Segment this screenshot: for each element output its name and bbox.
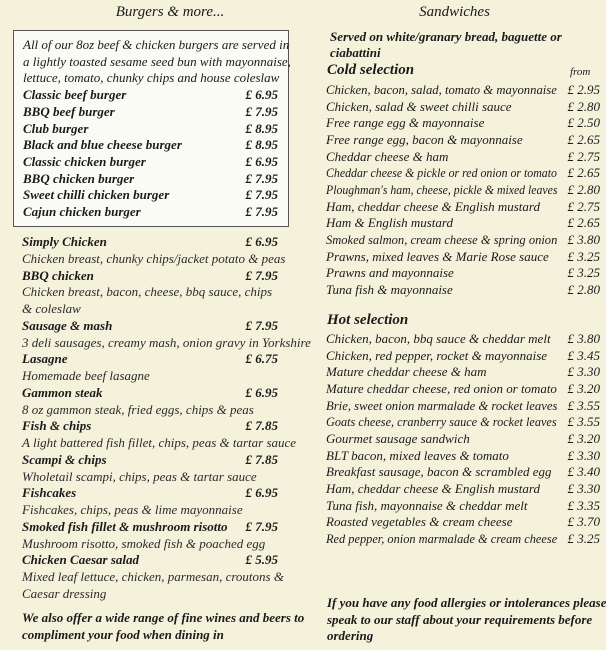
- item-name: Gourmet sausage sandwich: [326, 430, 470, 446]
- sandwich-item: [326, 380, 600, 397]
- item-name: Fishcakes: [22, 485, 77, 501]
- item-name: Chicken, bacon, salad, tomato & mayonnaise: [326, 82, 557, 97]
- item-price: £ 3.20: [567, 430, 600, 446]
- main-item: [22, 484, 278, 501]
- sandwich-item: [326, 131, 600, 148]
- item-name: Ham, cheddar cheese & English mustard: [326, 198, 540, 214]
- item-name: Roasted vegetables & cream cheese: [326, 514, 513, 530]
- burger-item: [23, 86, 278, 103]
- item-price: £ 6.95: [245, 153, 278, 169]
- item-price: £ 7.95: [245, 103, 278, 119]
- item-name: Tuna fish, mayonnaise & cheddar melt: [326, 497, 528, 513]
- item-name: Cheddar cheese & pickle or red onion or tomato: [326, 165, 557, 181]
- item-name: Club burger: [23, 120, 89, 136]
- item-description: & coleslaw: [22, 301, 81, 316]
- sandwich-item: [326, 497, 600, 514]
- item-price: £ 5.95: [245, 552, 278, 568]
- item-price: £ 6.95: [245, 87, 278, 103]
- item-name: Scampi & chips: [22, 451, 107, 467]
- item-name: BLT bacon, mixed leaves & tomato: [326, 447, 509, 463]
- item-name: Goats cheese, cranberry sauce & rocket leaves: [326, 414, 557, 430]
- item-description: Mushroom risotto, smoked fish & poached egg: [22, 535, 266, 551]
- sandwich-item: [326, 447, 600, 464]
- sandwich-item: [326, 248, 600, 265]
- item-name: Black and blue cheese burger: [23, 137, 182, 153]
- sandwich-item: [326, 463, 600, 480]
- item-name: Smoked salmon, cream cheese & spring onion: [326, 231, 558, 247]
- sandwich-item: [326, 281, 600, 298]
- item-price: £ 3.30: [567, 447, 600, 463]
- item-name: Red pepper, onion marmalade & cream cheese: [326, 530, 558, 546]
- item-price: £ 3.55: [567, 397, 600, 413]
- sandwich-item: [326, 347, 600, 364]
- item-price: £ 3.30: [567, 480, 600, 496]
- item-name: BBQ chicken burger: [23, 170, 135, 186]
- burger-item: [23, 136, 278, 153]
- item-price: £ 3.70: [567, 514, 600, 530]
- item-price: £ 2.80: [567, 98, 600, 114]
- burger-item: [23, 170, 278, 187]
- item-name: Sweet chilli chicken burger: [23, 187, 170, 203]
- hot-heading: Hot selection: [327, 312, 409, 328]
- item-name: Cajun chicken burger: [23, 204, 141, 219]
- item-name: Ploughman's ham, cheese, pickle & mixed leaves: [326, 181, 558, 197]
- item-name: Smoked fish fillet & mushroom risotto: [22, 518, 228, 534]
- sandwiches-subtitle: Served on white/granary bread, baguette or ciabattini: [330, 29, 562, 60]
- item-price: £ 3.25: [567, 265, 600, 281]
- burger-intro-line: All of our 8oz beef & chicken burgers are served in: [23, 37, 290, 52]
- main-item: [22, 233, 278, 250]
- burger-item: [23, 203, 278, 220]
- sandwich-item: [326, 164, 600, 181]
- sandwiches-title: Sandwiches: [419, 4, 490, 20]
- item-description: Chicken breast, bacon, cheese, bbq sauce, chips: [22, 284, 273, 300]
- item-name: BBQ beef burger: [23, 103, 115, 119]
- main-item: [22, 451, 278, 468]
- item-name: Ham & English mustard: [326, 215, 453, 231]
- item-name: Breakfast sausage, bacon & scrambled egg: [326, 464, 552, 480]
- burger-item: [23, 103, 278, 120]
- burgers-title: Burgers & more...: [115, 4, 225, 20]
- allergy-note: If you have any food allergies or intolerances please: [327, 595, 606, 610]
- item-price: £ 3.35: [567, 497, 600, 513]
- item-name: BBQ chicken: [22, 267, 94, 283]
- item-price: £ 3.40: [567, 464, 600, 480]
- item-name: Free range egg, bacon & mayonnaise: [326, 131, 523, 147]
- sandwich-item: [326, 480, 600, 497]
- item-description: Homemade beef lasagne: [22, 368, 150, 383]
- item-price: £ 7.95: [245, 170, 278, 186]
- item-price: £ 3.25: [567, 248, 600, 264]
- item-price: £ 3.45: [567, 347, 600, 363]
- item-name: Mature cheddar cheese & ham: [326, 364, 487, 380]
- item-price: £ 2.75: [567, 198, 600, 214]
- sandwich-item: [326, 181, 600, 198]
- burger-item: [23, 153, 278, 170]
- item-description: A light battered fish fillet, chips, peas & tartar sauce: [22, 435, 297, 450]
- sandwich-item: [326, 264, 600, 281]
- sandwich-item: [326, 148, 600, 165]
- item-price: £ 7.95: [245, 267, 278, 283]
- item-price: £ 7.85: [245, 451, 278, 467]
- item-price: £ 2.80: [567, 181, 600, 197]
- sandwich-item: [326, 214, 600, 231]
- item-name: Chicken, salad & sweet chilli sauce: [326, 98, 512, 114]
- sandwich-item: [326, 330, 600, 347]
- item-price: £ 3.80: [567, 331, 600, 346]
- item-name: Chicken, red pepper, rocket & mayonnaise: [326, 347, 548, 363]
- sandwich-item: [326, 231, 600, 248]
- sandwich-item: [326, 413, 600, 430]
- item-description: Mixed leaf lettuce, chicken, parmesan, croutons &: [22, 569, 284, 584]
- item-price: £ 6.95: [245, 485, 278, 501]
- item-name: Gammon steak: [22, 384, 103, 400]
- item-name: Cheddar cheese & ham: [326, 148, 449, 164]
- item-price: £ 3.20: [567, 380, 600, 396]
- sandwich-item: [326, 81, 600, 98]
- allergy-note: ordering: [327, 628, 374, 643]
- item-price: £ 3.80: [567, 231, 600, 247]
- main-item: [22, 350, 278, 367]
- item-name: Prawns and mayonnaise: [326, 265, 454, 281]
- item-price: £ 2.80: [567, 281, 600, 297]
- item-name: Brie, sweet onion marmalade & rocket leaves: [326, 397, 558, 413]
- item-description: 8 oz gammon steak, fried eggs, chips & peas: [22, 401, 254, 417]
- item-price: £ 3.30: [567, 364, 600, 380]
- item-name: Classic chicken burger: [23, 153, 146, 169]
- item-price: £ 7.95: [245, 187, 278, 203]
- sandwich-item: [326, 363, 600, 380]
- main-item: [22, 551, 278, 568]
- item-price: £ 6.75: [245, 351, 278, 367]
- item-price: £ 6.95: [245, 384, 278, 400]
- item-description: Wholetail scampi, chips, peas & tartar sauce: [22, 468, 257, 484]
- item-price: £ 3.55: [567, 414, 600, 430]
- item-price: £ 8.95: [245, 137, 278, 153]
- from-label: from: [570, 66, 591, 78]
- item-name: Chicken Caesar salad: [22, 552, 140, 568]
- item-name: Prawns, mixed leaves & Marie Rose sauce: [326, 248, 549, 264]
- sandwich-item: [326, 98, 600, 115]
- item-name: Free range egg & mayonnaise: [326, 115, 485, 131]
- main-item: [22, 417, 278, 434]
- item-price: £ 7.85: [245, 418, 278, 434]
- item-name: Chicken, bacon, bbq sauce & cheddar melt: [326, 331, 551, 346]
- drinks-note: We also offer a wide range of fine wines and beers to: [22, 610, 305, 625]
- sandwich-item: [326, 430, 600, 447]
- item-description: Fishcakes, chips, peas & lime mayonnaise: [22, 502, 243, 517]
- item-price: £ 2.75: [567, 148, 600, 164]
- item-price: £ 7.95: [245, 518, 278, 534]
- main-item: [22, 384, 278, 401]
- item-price: £ 2.65: [567, 131, 600, 147]
- item-name: Lasagne: [22, 351, 68, 367]
- item-description: Chicken breast, chunky chips/jacket potato & peas: [22, 250, 286, 266]
- item-name: Tuna fish & mayonnaise: [326, 281, 453, 297]
- item-name: Sausage & mash: [22, 317, 113, 333]
- item-name: Fish & chips: [22, 418, 92, 434]
- item-price: £ 6.95: [245, 234, 278, 249]
- item-name: Mature cheddar cheese, red onion or tomato: [326, 380, 557, 396]
- item-name: Classic beef burger: [23, 87, 127, 103]
- item-price: £ 2.50: [567, 115, 600, 131]
- main-item: [22, 317, 278, 334]
- burger-intro-line: lettuce, tomato, chunky chips and house coleslaw: [23, 70, 280, 86]
- sandwich-item: [326, 530, 600, 547]
- item-price: £ 8.95: [245, 120, 278, 136]
- drinks-note: compliment your food when dining in: [22, 626, 224, 642]
- allergy-note: speak to our staff about your requirements before: [327, 611, 593, 627]
- burger-intro-line: a lightly toasted sesame seed bun with mayonnaise,: [23, 53, 291, 69]
- item-price: £ 2.65: [567, 165, 600, 181]
- item-price: £ 7.95: [245, 317, 278, 333]
- sandwich-item: [326, 114, 600, 131]
- sandwich-item: [326, 198, 600, 215]
- sandwich-item: [326, 397, 600, 414]
- item-description: 3 deli sausages, creamy mash, onion gravy in Yorkshire: [22, 334, 311, 350]
- item-price: £ 2.65: [567, 215, 600, 231]
- cold-heading: Cold selection: [327, 62, 415, 78]
- item-price: £ 7.95: [245, 204, 278, 219]
- main-item: [22, 518, 278, 535]
- burger-item: [23, 120, 278, 137]
- main-item: [22, 267, 278, 284]
- sandwich-item: [326, 513, 600, 530]
- item-name: Simply Chicken: [22, 234, 107, 249]
- item-price: £ 2.95: [567, 82, 600, 97]
- item-price: £ 3.25: [567, 530, 600, 546]
- item-name: Ham, cheddar cheese & English mustard: [326, 480, 540, 496]
- item-description: Caesar dressing: [22, 585, 107, 601]
- burger-item: [23, 186, 278, 203]
